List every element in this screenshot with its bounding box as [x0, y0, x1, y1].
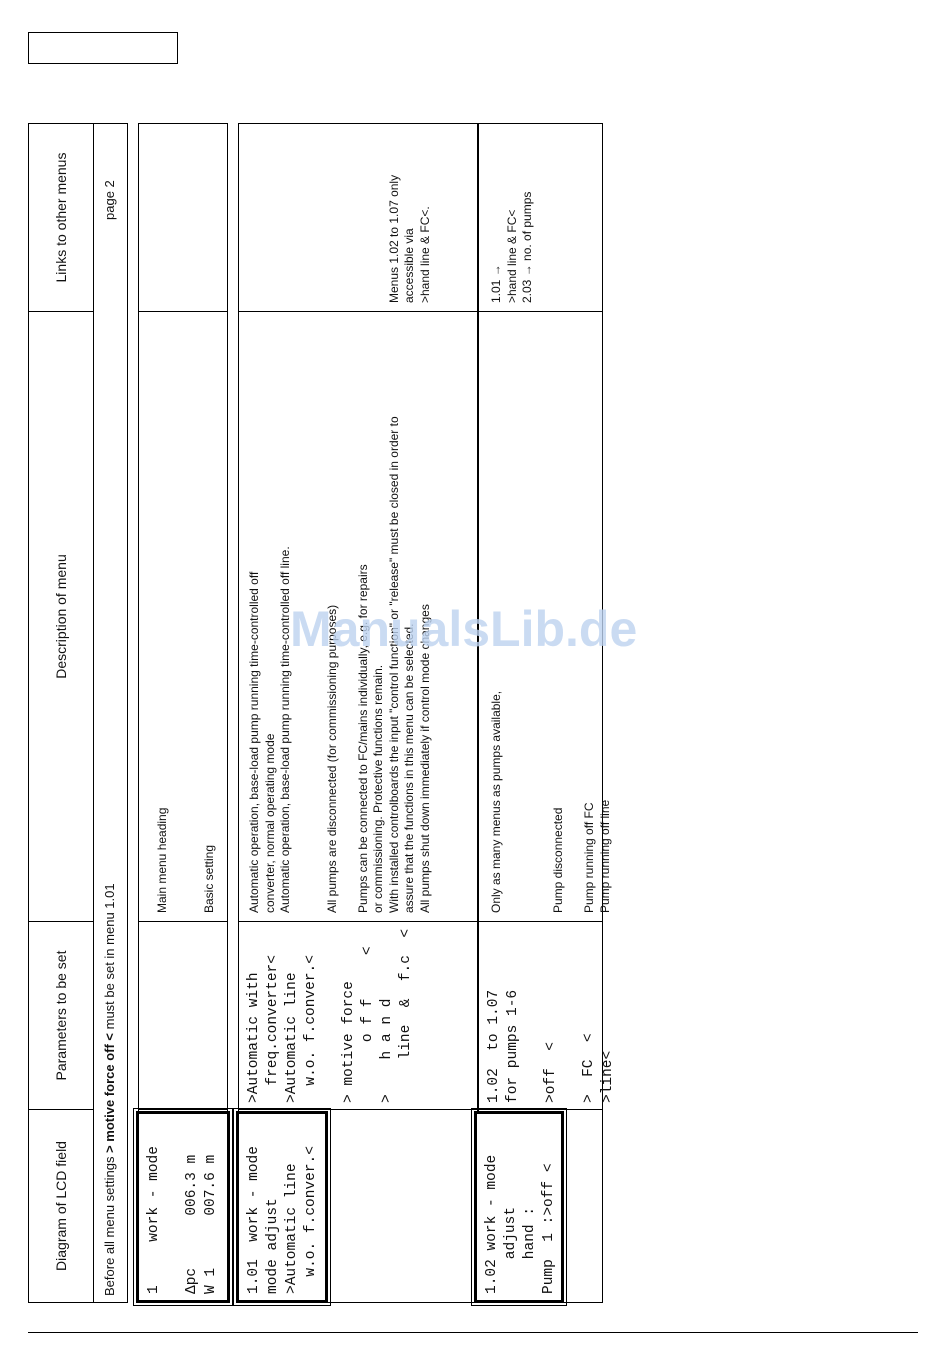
header-params: Parameters to be set	[29, 922, 93, 1110]
lcd-mode-adjust: 1.01 work - mode mode adjust >Automatic line w.o. f.conver.<	[236, 1111, 328, 1303]
header-lcd: Diagram of LCD field	[52, 1141, 69, 1271]
page-link: page 2	[102, 180, 117, 220]
header-description: Description of menu	[29, 312, 93, 922]
section3-links: 1.01 → >hand line & FC< 2.03 → no. of pumps	[489, 191, 534, 303]
lcd-main-menu: 1 work - mode Δpc 006.3 m W 1 007.6 m	[136, 1111, 230, 1303]
section3-params: 1.02 to 1.07 for pumps 1-6 >off < > FC < >line<	[486, 989, 616, 1103]
before-note: Before all menu settings > motive force off < must be set in menu 1.01	[102, 883, 117, 1296]
table-header	[28, 123, 94, 1303]
footer-rule	[28, 1332, 918, 1333]
section1-description: Main menu heading Basic setting	[155, 807, 216, 913]
section3-description: Only as many menus as pumps available, Pump disconnected Pump running off FC Pump running off line	[489, 690, 612, 913]
lcd-hand-mode: 1.02 work - mode adjust hand : Pump 1 :>off <	[474, 1111, 564, 1303]
watermark: ManualsLib.de	[290, 601, 638, 657]
section2-description: Automatic operation, base-load pump running time-controlled off converter, normal operating mode Automatic operation, base-load pump running time-controlled off line. All pumps are disconnected (for commissioning purposes) Pumps can be connected to FC/mains individually, e.g. for repairs or commissioning. Protective functions remain. With installed controlboards the input "control function" or "release" must be closed in order to assure that the functions in this menu can be selected. All pumps shut down immediately if control mode changes	[247, 416, 432, 913]
section2-links: Menus 1.02 to 1.07 only accessible via >hand line & FC<.	[386, 174, 432, 303]
before-note-row	[94, 123, 128, 1303]
page-number-box	[28, 32, 178, 64]
menu-table-rotated	[28, 123, 616, 1303]
header-links: Links to other menus	[29, 124, 93, 312]
section2-params: >Automatic with freq.converter< >Automatic line w.o. f.conver.< > motive force o f f < > h a n d line & f.c <	[246, 928, 414, 1103]
